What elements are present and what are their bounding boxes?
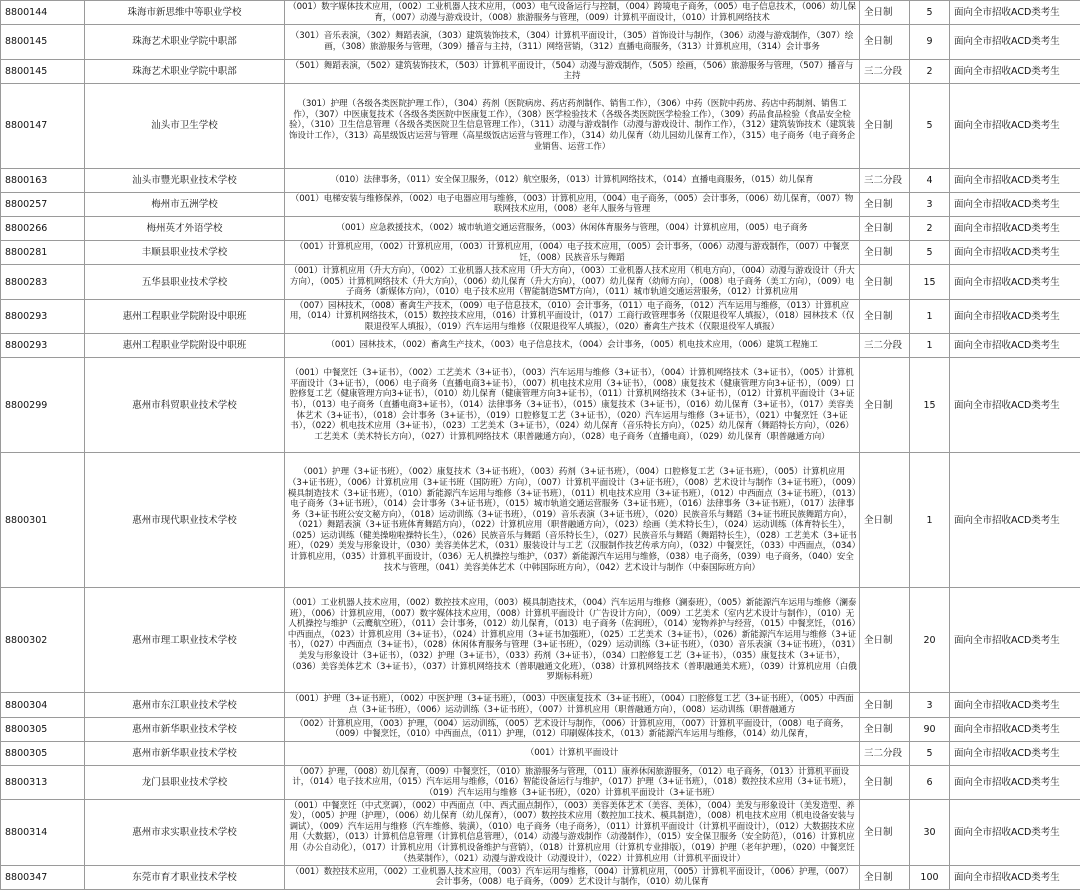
school-code-cell: 8800144 <box>1 1 85 25</box>
enrollment-target-cell: 面向全市招收ACD类考生 <box>950 800 1080 865</box>
major-list-cell: （301）音乐表演，（302）舞蹈表演，（303）建筑装饰技术，（304）计算机平面设计，（305）首饰设计与制作，（306）动漫与游戏制作，（307）绘画，（308）旅游服务与管理，（309）播音与主持，（311）网络营销，（312）直播电商服务，（313）计算机应用，（314）会计事务 <box>285 25 860 59</box>
table-row <box>1 216 1080 240</box>
enrollment-target-cell: 面向全市招收ACD类考生 <box>950 865 1080 889</box>
study-mode-cell: 全日制 <box>860 299 910 333</box>
study-mode-cell: 三二分段 <box>860 334 910 358</box>
study-mode-cell: 全日制 <box>860 192 910 216</box>
table-row <box>1 588 1080 693</box>
school-name-cell: 惠州市新华职业技术学校 <box>85 741 285 765</box>
plan-count-cell: 2 <box>910 59 950 83</box>
table-row <box>1 865 1080 889</box>
major-list-cell: （001）计算机应用（升大方向），（002）工业机器人技术应用（升大方向），（003）工业机器人技术应用（机电方向），（004）动漫与游戏设计（升大方向），（005）计算机网络技术（升大方向），（006）幼儿保育（升大方向），（007）幼儿保育（幼师方向），（008）电子商务（美工方向），（009）电子商务（新媒体方向），（010）电子技术应用（智能制造SMT方向），（011）城市轨道交通运营服务，（012）计算机应用 <box>285 265 860 299</box>
enrollment-target-cell: 面向全市招收ACD类考生 <box>950 265 1080 299</box>
enrollment-target-cell: 面向全市招收ACD类考生 <box>950 358 1080 453</box>
enrollment-target-cell: 面向全市招收ACD类考生 <box>950 1 1080 25</box>
school-name-cell: 惠州工程职业学院附设中职班 <box>85 299 285 333</box>
school-name-cell: 珠海艺术职业学院中职部 <box>85 25 285 59</box>
table-row <box>1 717 1080 741</box>
study-mode-cell: 全日制 <box>860 241 910 265</box>
table-row <box>1 83 1080 168</box>
school-code-cell: 8800299 <box>1 358 85 453</box>
study-mode-cell: 三二分段 <box>860 741 910 765</box>
school-code-cell: 8800145 <box>1 59 85 83</box>
table-row <box>1 453 1080 588</box>
enrollment-target-cell: 面向全市招收ACD类考生 <box>950 766 1080 800</box>
study-mode-cell: 全日制 <box>860 800 910 865</box>
school-code-cell: 8800314 <box>1 800 85 865</box>
school-name-cell: 五华县职业技术学校 <box>85 265 285 299</box>
plan-count-cell: 3 <box>910 192 950 216</box>
school-name-cell: 龙门县职业技术学校 <box>85 766 285 800</box>
plan-count-cell: 15 <box>910 265 950 299</box>
school-code-cell: 8800145 <box>1 25 85 59</box>
major-list-cell: （001）计算机应用，（002）计算机应用，（003）计算机应用，（004）电子技术应用，（005）会计事务，（006）动漫与游戏制作，（007）中餐烹饪，（008）民族音乐与舞蹈 <box>285 241 860 265</box>
school-name-cell: 惠州市求实职业技术学校 <box>85 800 285 865</box>
school-code-cell: 8800313 <box>1 766 85 800</box>
table-row <box>1 693 1080 717</box>
study-mode-cell: 全日制 <box>860 358 910 453</box>
plan-count-cell: 3 <box>910 693 950 717</box>
school-code-cell: 8800293 <box>1 299 85 333</box>
admissions-table-body <box>1 1 1080 890</box>
school-name-cell: 惠州市科贸职业技术学校 <box>85 358 285 453</box>
table-row <box>1 741 1080 765</box>
study-mode-cell: 三二分段 <box>860 59 910 83</box>
school-code-cell: 8800281 <box>1 241 85 265</box>
table-row <box>1 800 1080 865</box>
plan-count-cell: 30 <box>910 800 950 865</box>
school-name-cell: 梅州英才外语学校 <box>85 216 285 240</box>
enrollment-target-cell: 面向全市招收ACD类考生 <box>950 83 1080 168</box>
plan-count-cell: 2 <box>910 216 950 240</box>
school-name-cell: 惠州市现代职业技术学校 <box>85 453 285 588</box>
school-code-cell: 8800257 <box>1 192 85 216</box>
school-name-cell: 惠州市东江职业技术学校 <box>85 693 285 717</box>
school-code-cell: 8800147 <box>1 83 85 168</box>
plan-count-cell: 15 <box>910 358 950 453</box>
plan-count-cell: 100 <box>910 865 950 889</box>
school-name-cell: 汕头市卫生学校 <box>85 83 285 168</box>
table-row <box>1 59 1080 83</box>
study-mode-cell: 全日制 <box>860 216 910 240</box>
major-list-cell: （001）护理（3+证书班），（002）中医护理（3+证书班），（003）中医康复技术（3+证书班），（004）口腔修复工艺（3+证书班），（005）中西面点（3+证书班），（006）运动训练（3+证书班），（007）计算机应用（职普融通方向），（008）运动训练（职普融通方 <box>285 693 860 717</box>
major-list-cell: （001）工业机器人技术应用，（002）数控技术应用，（003）模具制造技术，（004）汽车运用与维修（澜泰班），（005）新能源汽车运用与维修（澜泰班），（006）计算机应用，（007）数字媒体技术应用，（008）计算机平面设计（广告设计方向），（009）工艺美术（室内艺术设计与制作），（010）无人机操控与维护（云鹰航空班），（011）会计事务，（012）幼儿保育，（013）电子商务（佐润班），（014）宠物养护与经营，（015）中餐烹饪，（016）中西面点，（023）计算机应用（3+证书），（024）计算机应用（3+证书加强班），（025）工艺美术（3+证书），（026）新能源汽车运用与维修（3+证书），（027）中西面点（3+证书），（028）休闲体育服务与管理（3+证书班），（029）运动训练（3+证书班），（030）音乐表演（3+证书班），（031）美发与形象设计（3+证书），（032）护理（3+证书），（033）药剂（3+证书），（034）口腔修复工艺（3+证书），（035）康复技术（3+证书），（036）美容美体艺术（3+证书），（037）计算机网络技术（普职融通文化班），（038）计算机网络技术（普职融通美术班），（039）计算机应用（白俄罗斯标科班） <box>285 588 860 693</box>
major-list-cell: （301）护理（各级各类医院护理工作），（304）药剂（医院病房、药店药剂制作、销售工作），（306）中药（医院中药房、药店中药制剂、销售工作），（307）中医康复技术（各级各类医院中医康复工作），（308）医学检验技术（各级各类医院医学检验工作），（309）药品食品检验（食品安全检验），（310）卫生信息管理（各级各类医院卫生信息管理工作），（311）动漫与游戏制作（动漫与游戏设计、制作工作），（312）建筑装饰技术（建筑装饰设计工作），（313）高星级饭店运营与管理（高星级饭店运营与管理工作），（314）幼儿保育（幼儿园幼儿保育工作），（315）电子商务（电子商务企业销售、运营工作） <box>285 83 860 168</box>
major-list-cell: （002）计算机应用，（003）护理，（004）运动训练，（005）艺术设计与制作，（006）计算机应用，（007）计算机平面设计，（008）电子商务，（009）中餐烹饪，（010）中西面点，（011）护理，（012）印刷媒体技术，（013）新能源汽车运用与维修，（014）幼儿保育， <box>285 717 860 741</box>
major-list-cell: （007）园林技术，（008）畜禽生产技术，（009）电子信息技术，（010）会计事务，（011）电子商务，（012）汽车运用与维修，（013）计算机应用，（014）计算机网络技术，（015）数控技术应用，（016）计算机平面设计，（017）工商行政管理事务（仅限退役军人填报），（018）园林技术（仅限退役军人填报），（019）汽车运用与维修（仅限退役军人填报），（020）畜禽生产技术（仅限退役军人填报） <box>285 299 860 333</box>
enrollment-target-cell: 面向全市招收ACD类考生 <box>950 216 1080 240</box>
enrollment-target-cell: 面向全市招收ACD类考生 <box>950 241 1080 265</box>
table-row <box>1 241 1080 265</box>
study-mode-cell: 全日制 <box>860 588 910 693</box>
major-list-cell: （001）数控技术应用，（002）工业机器人技术应用，（003）汽车运用与维修，（004）计算机应用，（005）计算机平面设计，（006）护理，（007）会计事务，（008）电子商务，（009）艺术设计与制作，（010）幼儿保育 <box>285 865 860 889</box>
school-name-cell: 惠州市新华职业技术学校 <box>85 717 285 741</box>
school-code-cell: 8800304 <box>1 693 85 717</box>
plan-count-cell: 1 <box>910 299 950 333</box>
plan-count-cell: 5 <box>910 83 950 168</box>
school-name-cell: 惠州市理工职业技术学校 <box>85 588 285 693</box>
study-mode-cell: 全日制 <box>860 717 910 741</box>
study-mode-cell: 全日制 <box>860 265 910 299</box>
study-mode-cell: 全日制 <box>860 453 910 588</box>
school-code-cell: 8800266 <box>1 216 85 240</box>
plan-count-cell: 1 <box>910 334 950 358</box>
table-row <box>1 192 1080 216</box>
school-name-cell: 梅州市五洲学校 <box>85 192 285 216</box>
enrollment-target-cell: 面向全市招收ACD类考生 <box>950 299 1080 333</box>
study-mode-cell: 全日制 <box>860 25 910 59</box>
major-list-cell: （001）园林技术，（002）畜禽生产技术，（003）电子信息技术，（004）会计事务，（005）机电技术应用，（006）建筑工程施工 <box>285 334 860 358</box>
plan-count-cell: 5 <box>910 241 950 265</box>
table-row <box>1 265 1080 299</box>
enrollment-target-cell: 面向全市招收ACD类考生 <box>950 453 1080 588</box>
plan-count-cell: 1 <box>910 453 950 588</box>
enrollment-target-cell: 面向全市招收ACD类考生 <box>950 717 1080 741</box>
major-list-cell: （001）电梯安装与维修保养，（002）电子电器应用与维修，（003）计算机应用，（004）电子商务，（005）会计事务，（006）幼儿保育，（007）物联网技术应用，（008）老年人服务与管理 <box>285 192 860 216</box>
school-name-cell: 惠州工程职业学院附设中职班 <box>85 334 285 358</box>
enrollment-target-cell: 面向全市招收ACD类考生 <box>950 59 1080 83</box>
plan-count-cell: 9 <box>910 25 950 59</box>
table-row <box>1 299 1080 333</box>
school-name-cell: 珠海艺术职业学院中职部 <box>85 59 285 83</box>
major-list-cell: （001）中餐烹饪（中式烹调），（002）中西面点（中、西式面点制作），（003）美容美体艺术（美容、美体），（004）美发与形象设计（美发造型、养发），（005）护理（护理），（006）幼儿保育（幼儿保育），（007）数控技术应用（数控加工技术、模具制造），（008）机电技术应用（机电设备安装与调试），（009）汽车运用与维修（汽车维修、装潢），（010）电子商务（电子商务），（011）计算机平面设计（计算机平面设计），（012）大数据技术应用（大数据），（013）计算机信息管理（计算机信息管理），（014）动漫与游戏制作（动漫制作），（015）安全保卫服务（安全防范），（016）计算机应用（办公自动化），（017）计算机应用（计算机设备维护与营销），（018）计算机应用（计算机专业排版），（019）护理（老年护理），（020）中餐烹饪（热菜制作），（021）动漫与游戏设计（动漫设计），（022）计算机应用（计算机平面设计） <box>285 800 860 865</box>
enrollment-target-cell: 面向全市招收ACD类考生 <box>950 334 1080 358</box>
enrollment-target-cell: 面向全市招收ACD类考生 <box>950 693 1080 717</box>
enrollment-target-cell: 面向全市招收ACD类考生 <box>950 192 1080 216</box>
school-code-cell: 8800305 <box>1 741 85 765</box>
study-mode-cell: 全日制 <box>860 766 910 800</box>
school-code-cell: 8800305 <box>1 717 85 741</box>
enrollment-target-cell: 面向全市招收ACD类考生 <box>950 168 1080 192</box>
plan-count-cell: 4 <box>910 168 950 192</box>
study-mode-cell: 三二分段 <box>860 168 910 192</box>
school-code-cell: 8800283 <box>1 265 85 299</box>
table-row <box>1 358 1080 453</box>
enrollment-target-cell: 面向全市招收ACD类考生 <box>950 25 1080 59</box>
major-list-cell: （010）法律事务，（011）安全保卫服务，（012）航空服务，（013）计算机网络技术，（014）直播电商服务，（015）幼儿保育 <box>285 168 860 192</box>
school-code-cell: 8800301 <box>1 453 85 588</box>
plan-count-cell: 5 <box>910 741 950 765</box>
enrollment-target-cell: 面向全市招收ACD类考生 <box>950 741 1080 765</box>
school-name-cell: 丰顺县职业技术学校 <box>85 241 285 265</box>
table-row <box>1 766 1080 800</box>
school-code-cell: 8800293 <box>1 334 85 358</box>
study-mode-cell: 全日制 <box>860 1 910 25</box>
study-mode-cell: 全日制 <box>860 693 910 717</box>
plan-count-cell: 6 <box>910 766 950 800</box>
school-code-cell: 8800163 <box>1 168 85 192</box>
major-list-cell: （001）护理（3+证书班），（002）康复技术（3+证书班），（003）药剂（3+证书班），（004）口腔修复工艺（3+证书班），（005）计算机应用（3+证书班），（006）计算机应用（3+证书班（国防班）方向），（007）计算机平面设计（3+证书班），（008）艺术设计与制作（3+证书班），（009）模具制造技术（3+证书班），（010）新能源汽车运用与维修（3+证书班），（011）机电技术应用（3+证书班），（012）中西面点（3+证书班），（013）电子商务（3+证书班），（014）会计事务（3+证书班），（015）城市轨道交通运营服务（3+证书班），（016）法律事务（3+证书班），（017）法律事务（3+证书班公安文秘方向），（018）运动训练（3+证书班），（019）音乐表演（3+证书班），（020）民族音乐与舞蹈（3+证书班民族舞蹈方向），（021）舞蹈表演（3+证书班体育舞蹈方向），（022）计算机应用（职普融通方向），（023）绘画（美术特长生），（024）运动训练（体育特长生），（025）运动训练（健美操啦啦操特长生），（026）民族音乐与舞蹈（音乐特长生），（027）民族音乐与舞蹈（舞蹈特长生），（028）工艺美术（3+证书班），（029）美发与形象设计，（030）美容美体艺术，（031）服装设计与工艺（汉服制作技艺传承方向），（032）中餐烹饪，（033）中西面点，（034）计算机应用，（035）计算机平面设计，（036）无人机操控与维护，（037）新能源汽车运用与维修，（038）电子商务，（039）电子商务，（040）安全技术与管理，（041）美容美体艺术（中韩国际班方向），（042）艺术设计与制作（中泰国际班方向） <box>285 453 860 588</box>
school-code-cell: 8800302 <box>1 588 85 693</box>
plan-count-cell: 5 <box>910 1 950 25</box>
table-row <box>1 1 1080 25</box>
enrollment-target-cell: 面向全市招收ACD类考生 <box>950 588 1080 693</box>
table-row <box>1 334 1080 358</box>
school-code-cell: 8800347 <box>1 865 85 889</box>
school-name-cell: 东莞市育才职业技术学校 <box>85 865 285 889</box>
study-mode-cell: 全日制 <box>860 83 910 168</box>
major-list-cell: （001）计算机平面设计 <box>285 741 860 765</box>
major-list-cell: （007）护理，（008）幼儿保育，（009）中餐烹饪，（010）旅游服务与管理，（011）康养休闲旅游服务，（012）电子商务，（013）计算机平面设计，（014）电子技术应用，（015）汽车运用与维修，（016）智能设备运行与维护，（017）护理（3+证书班），（018）数控技术应用（3+证书班），（019）汽车运用与维修（3+证书班），（020）计算机平面设计（3+证书班） <box>285 766 860 800</box>
major-list-cell: （501）舞蹈表演，（502）建筑装饰技术，（503）计算机平面设计，（504）动漫与游戏制作，（505）绘画，（506）旅游服务与管理，（507）播音与主持 <box>285 59 860 83</box>
table-row <box>1 25 1080 59</box>
table-row <box>1 168 1080 192</box>
major-list-cell: （001）中餐烹饪（3+证书），（002）工艺美术（3+证书），（003）汽车运用与维修（3+证书），（004）计算机网络技术（3+证书），（005）计算机平面设计（3+证书），（006）电子商务（直播电商3+证书），（007）机电技术应用（3+证书），（008）康复技术（健康管理方向3+证书），（009）口腔修复工艺（健康管理方向3+证书），（010）幼儿保育（健康管理方向3+证书），（011）计算机网络技术（3+证书），（012）计算机平面设计（3+证书），（013）电子商务（直播电商3+证书），（014）法律事务（3+证书），（015）康复技术（3+证书），（016）幼儿保育（3+证书），（017）美容美体艺术（3+证书），（018）会计事务（3+证书），（019）口腔修复工艺（3+证书），（020）汽车运用与维修（3+证书），（021）中餐烹饪（3+证书），（022）机电技术应用（3+证书），（023）工艺美术（3+证书），（024）幼儿保育（音乐特长方向），（025）幼儿保育（舞蹈特长方向），（026）工艺美术（美术特长方向），（027）计算机网络技术（职普融通方向），（028）电子商务（直播电商），（029）幼儿保育（职普融通方向） <box>285 358 860 453</box>
plan-count-cell: 20 <box>910 588 950 693</box>
major-list-cell: （001）数字媒体技术应用，（002）工业机器人技术应用，（003）电气设备运行与控制，（004）跨境电子商务，（005）电子信息技术，（006）幼儿保育，（007）动漫与游戏设计，（008）旅游服务与管理，（009）计算机平面设计，（010）计算机网络技术 <box>285 1 860 25</box>
school-name-cell: 珠海市新思维中等职业学校 <box>85 1 285 25</box>
plan-count-cell: 90 <box>910 717 950 741</box>
major-list-cell: （001）应急救援技术，（002）城市轨道交通运营服务，（003）休闲体育服务与管理，（004）计算机应用，（005）电子商务 <box>285 216 860 240</box>
study-mode-cell: 全日制 <box>860 865 910 889</box>
school-name-cell: 汕头市豐光职业技术学校 <box>85 168 285 192</box>
